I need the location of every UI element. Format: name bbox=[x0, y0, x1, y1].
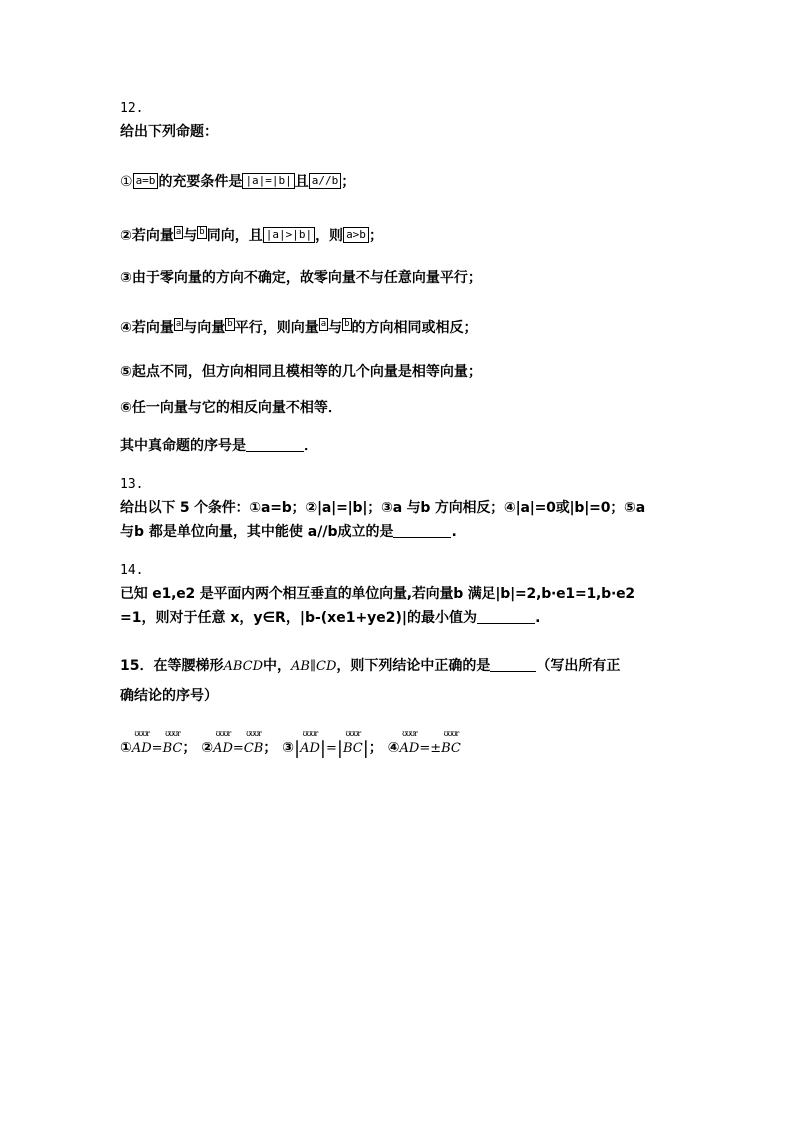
text-fragment: ，则下列结论中正确的是 bbox=[336, 658, 491, 674]
text-fragment: | bbox=[294, 738, 301, 759]
text-fragment bbox=[399, 729, 420, 759]
text-fragment: 与 bbox=[328, 320, 343, 336]
q12-number bbox=[120, 98, 143, 119]
vector-arrow: ʊʊʊr bbox=[443, 729, 459, 738]
text-fragment: ； bbox=[341, 174, 356, 190]
text-fragment: ① bbox=[120, 740, 132, 756]
q12-proposition-4 bbox=[120, 318, 478, 338]
q15-line-2: 确结论的序号） bbox=[120, 688, 218, 704]
text-fragment: 与向量 bbox=[183, 320, 226, 336]
q15-option-4 bbox=[387, 729, 461, 756]
q14-line-1: 已知 e1,e2 是平面内两个相互垂直的单位向量,若向量b 满足|b|=2,b·e1=1,b·e2 bbox=[120, 586, 635, 602]
q12-proposition-2 bbox=[120, 226, 383, 246]
answer-blank bbox=[246, 437, 304, 452]
text-fragment: 13. bbox=[120, 477, 144, 492]
text-fragment: | bbox=[362, 738, 369, 759]
q12-proposition-3: ③由于零向量的方向不确定，故零向量不与任意向量平行； bbox=[120, 270, 482, 286]
text-fragment: 且 bbox=[294, 174, 309, 190]
vector-arrow: ʊʊʊr bbox=[134, 729, 150, 738]
formula-image: a>b bbox=[343, 227, 369, 243]
q13-line-2 bbox=[120, 522, 457, 542]
text-fragment: 15．在等腰梯形 bbox=[120, 658, 224, 674]
text-fragment: = bbox=[232, 741, 244, 756]
text-fragment: 其中真命题的序号是 bbox=[120, 438, 246, 454]
text-fragment: ③ bbox=[282, 740, 295, 756]
vector-arrow: ʊʊʊr bbox=[246, 729, 261, 738]
formula-image: b bbox=[199, 227, 205, 237]
text-fragment: ； bbox=[263, 740, 278, 756]
formula-image: b bbox=[227, 319, 233, 329]
text-fragment: 若向量 bbox=[131, 320, 174, 336]
text-fragment bbox=[342, 729, 363, 759]
text-fragment: ． bbox=[304, 438, 318, 454]
formula-image: |a|>|b| bbox=[263, 227, 315, 243]
text-fragment: = bbox=[325, 741, 337, 756]
formula-image: a=b bbox=[133, 173, 159, 189]
answer-blank bbox=[393, 523, 451, 538]
text-fragment bbox=[441, 729, 461, 759]
text-fragment bbox=[213, 729, 233, 759]
vector-arrow: ʊʊʊr bbox=[402, 729, 417, 738]
text-fragment: 的方向相同或相反； bbox=[351, 320, 478, 336]
text-fragment bbox=[131, 729, 152, 759]
q14-number bbox=[120, 560, 143, 581]
answer-blank bbox=[477, 609, 535, 624]
q15-option-2 bbox=[201, 729, 282, 756]
text-fragment: ② bbox=[201, 740, 214, 756]
vector-arrow: ʊʊʊr bbox=[215, 729, 231, 738]
answer-blank bbox=[490, 657, 536, 672]
formula-image: a bbox=[175, 319, 182, 329]
vector-arrow: ʊʊʊr bbox=[345, 729, 361, 738]
text-fragment: 12. bbox=[120, 101, 144, 116]
text-fragment: ABCD bbox=[223, 659, 264, 674]
text-fragment: （写出所有正 bbox=[536, 658, 621, 674]
text-fragment: ∥ bbox=[310, 659, 317, 674]
text-fragment: = bbox=[151, 741, 163, 756]
text-fragment: BC bbox=[441, 741, 461, 756]
q13-number bbox=[120, 474, 143, 495]
text-fragment: 平行，则向量 bbox=[234, 320, 319, 336]
vector-arrow: ʊʊʊr bbox=[165, 729, 180, 738]
text-fragment: ，则 bbox=[315, 228, 344, 244]
q12-proposition-1 bbox=[120, 172, 355, 192]
text-fragment bbox=[243, 729, 264, 759]
text-fragment: AD bbox=[399, 741, 420, 756]
text-fragment: AB bbox=[291, 659, 310, 674]
text-fragment: ④ bbox=[120, 320, 132, 336]
q14-line-2 bbox=[120, 608, 540, 628]
text-fragment bbox=[162, 729, 183, 759]
q15-option-1 bbox=[120, 729, 201, 756]
q12-title: 给出下列命题： bbox=[120, 124, 218, 140]
q15-option-3 bbox=[282, 729, 388, 759]
text-fragment: =1，则对于任意 x，y∈R，|b-(xe1+ye2)|的最小值为 bbox=[120, 610, 478, 626]
text-fragment: 与 bbox=[183, 228, 198, 244]
text-fragment bbox=[300, 729, 320, 759]
formula-image: |a|=|b| bbox=[242, 173, 294, 189]
text-fragment: CB bbox=[243, 741, 264, 756]
text-fragment: . bbox=[451, 524, 457, 540]
text-fragment: 中， bbox=[263, 658, 292, 674]
text-fragment: ； bbox=[368, 228, 383, 244]
vector-arrow: ʊʊʊr bbox=[302, 729, 318, 738]
q12-question bbox=[120, 436, 318, 456]
q12-proposition-6: ⑥任一向量与它的相反向量不相等． bbox=[120, 400, 342, 416]
text-fragment: . bbox=[535, 610, 541, 626]
q12-proposition-5: ⑤起点不同，但方向相同且模相等的几个向量是相等向量； bbox=[120, 364, 482, 380]
text-fragment: ； bbox=[182, 740, 197, 756]
text-fragment: | bbox=[336, 738, 343, 759]
q13-line-1: 给出以下 5 个条件：①a=b；②|a|=|b|；③a 与b 方向相反；④|a|=0或|b|=0；⑤a bbox=[120, 500, 645, 516]
q15-line-1 bbox=[120, 656, 620, 677]
text-fragment: 的充要条件是 bbox=[158, 174, 243, 190]
text-fragment: =± bbox=[419, 741, 442, 756]
text-fragment: 若向量 bbox=[131, 228, 174, 244]
formula-image: a//b bbox=[309, 173, 342, 189]
text-fragment: | bbox=[319, 738, 326, 759]
text-fragment: ② bbox=[120, 228, 132, 244]
formula-image: a bbox=[175, 227, 182, 237]
text-fragment: ； bbox=[368, 740, 383, 756]
text-fragment: AD bbox=[131, 741, 152, 756]
formula-image: b bbox=[344, 319, 350, 329]
text-fragment: ④ bbox=[387, 740, 400, 756]
formula-image: a bbox=[320, 319, 327, 329]
text-fragment: 14. bbox=[120, 563, 144, 578]
text-fragment: 与b 都是单位向量，其中能使 a//b成立的是 bbox=[120, 524, 394, 540]
text-fragment: ① bbox=[120, 174, 133, 190]
text-fragment: AD bbox=[213, 741, 233, 756]
text-fragment: BC bbox=[162, 741, 183, 756]
q15-options bbox=[120, 729, 461, 759]
text-fragment: BC bbox=[342, 741, 363, 756]
text-fragment: AD bbox=[300, 741, 320, 756]
text-fragment: CD bbox=[316, 659, 337, 674]
text-fragment: 同向，且 bbox=[206, 228, 263, 244]
